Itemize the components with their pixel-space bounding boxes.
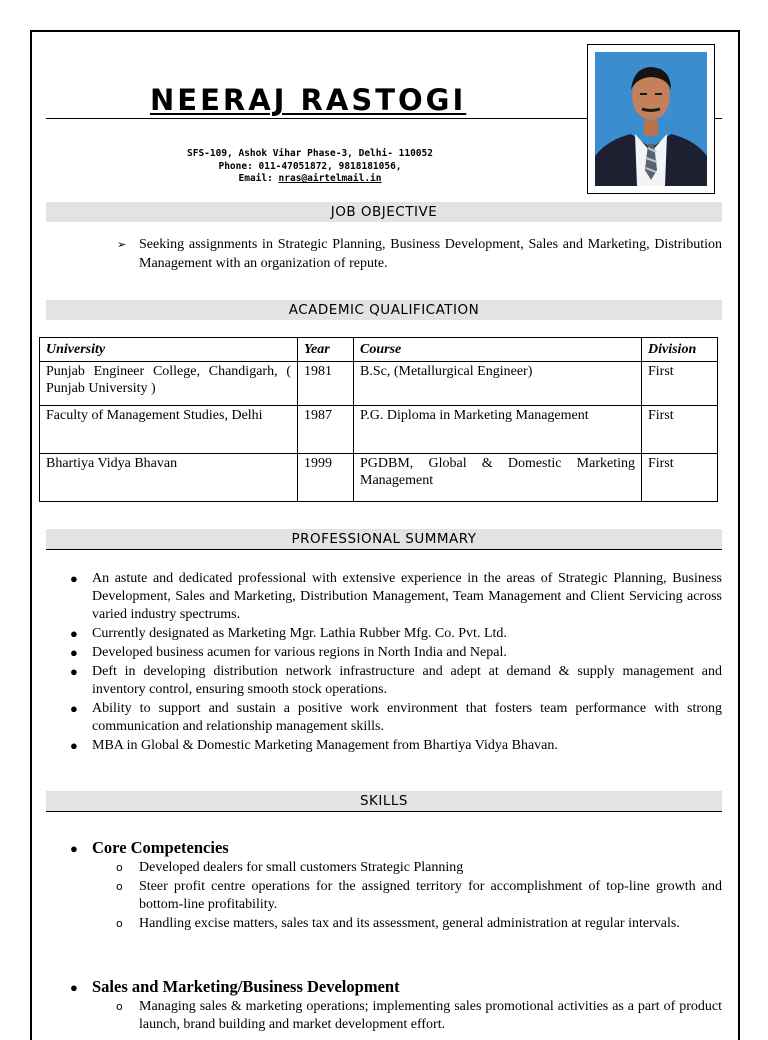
table-cell: Punjab Engineer College, Chandigarh, ( Punjab University ) <box>40 362 298 406</box>
professional-summary-list <box>70 570 722 756</box>
skill-category-sales-marketing <box>70 977 400 997</box>
skill-category-core-competencies <box>70 838 229 858</box>
list-item <box>70 737 722 755</box>
list-item <box>116 878 722 914</box>
table-cell: First <box>642 362 718 406</box>
list-item <box>70 700 722 736</box>
circle-bullet-icon: o <box>116 1000 123 1013</box>
bullet-icon: ● <box>70 626 78 641</box>
bullet-icon: ● <box>70 701 78 716</box>
phone-line: Phone: 011-47051872, 9818181056, <box>218 160 402 172</box>
circle-bullet-icon: o <box>116 880 123 893</box>
bullet-icon: ● <box>70 645 78 660</box>
table-row <box>40 406 718 454</box>
arrow-bullet-icon: ➢ <box>117 238 127 251</box>
column-header: Division <box>642 338 718 362</box>
email-link[interactable]: nras@airtelmail.in <box>278 173 382 184</box>
list-item <box>70 663 722 699</box>
section-heading-skills: SKILLS <box>46 791 722 812</box>
circle-bullet-icon: o <box>116 861 123 874</box>
bullet-icon: ● <box>70 571 78 586</box>
core-competencies-list <box>116 859 722 934</box>
list-item-text: Developed business acumen for various regions in North India and Nepal. <box>92 645 507 660</box>
address-line: SFS-109, Ashok Vihar Phase-3, Delhi- 110052 <box>187 148 433 159</box>
table-cell: PGDBM, Global & Domestic Marketing Management <box>354 454 642 502</box>
table-cell: First <box>642 454 718 502</box>
profile-photo <box>595 52 707 186</box>
candidate-name: NEERAJ RASTOGI <box>150 83 467 117</box>
table-cell: 1981 <box>298 362 354 406</box>
academic-table <box>39 337 718 502</box>
table-cell: B.Sc, (Metallurgical Engineer) <box>354 362 642 406</box>
email-line <box>140 173 480 186</box>
bullet-icon: ● <box>70 841 78 856</box>
job-objective <box>117 235 722 273</box>
skill-category-title: Sales and Marketing/Business Development <box>92 977 400 996</box>
list-item <box>70 570 722 624</box>
column-header: Course <box>354 338 642 362</box>
sales-marketing-list <box>116 998 722 1035</box>
table-row <box>40 362 718 406</box>
objective-text: Seeking assignments in Strategic Planning, Business Development, Sales and Marketing, Distribution Management with an organization of repute. <box>139 237 722 271</box>
contact-details <box>140 148 480 186</box>
table-cell: 1987 <box>298 406 354 454</box>
list-item-text: MBA in Global & Domestic Marketing Management from Bhartiya Vidya Bhavan. <box>92 738 558 753</box>
circle-bullet-icon: o <box>116 917 123 930</box>
table-cell: Bhartiya Vidya Bhavan <box>40 454 298 502</box>
list-item <box>70 644 722 662</box>
email-label: Email: <box>238 173 279 184</box>
table-cell: Faculty of Management Studies, Delhi <box>40 406 298 454</box>
bullet-icon: ● <box>70 738 78 753</box>
list-item-text: Steer profit centre operations for the assigned territory for accomplishment of top-line growth and bottom-line profitability. <box>139 879 722 912</box>
section-heading-academic: ACADEMIC QUALIFICATION <box>46 300 722 320</box>
table-header-row <box>40 338 718 362</box>
list-item-text: Deft in developing distribution network infrastructure and adept at demand & supply management and inventory control, ensuring smooth stock operations. <box>92 664 722 697</box>
table-cell: 1999 <box>298 454 354 502</box>
list-item-text: Managing sales & marketing operations; implementing sales promotional activities as a part of product launch, brand building and market development effort. <box>139 999 722 1032</box>
profile-photo-frame <box>587 44 715 194</box>
list-item-text: Ability to support and sustain a positive work environment that fosters team performance with strong communication and relationship management skills. <box>92 701 722 734</box>
table-cell: P.G. Diploma in Marketing Management <box>354 406 642 454</box>
section-heading-job-objective: JOB OBJECTIVE <box>46 202 722 222</box>
list-item <box>116 998 722 1034</box>
list-item <box>70 625 722 643</box>
table-row <box>40 454 718 502</box>
section-heading-professional-summary: PROFESSIONAL SUMMARY <box>46 529 722 550</box>
portrait-illustration <box>595 52 707 186</box>
skill-category-title: Core Competencies <box>92 838 229 857</box>
list-item <box>116 915 722 933</box>
bullet-icon: ● <box>70 980 78 995</box>
list-item-text: An astute and dedicated professional with extensive experience in the areas of Strategic Planning, Business Development, Sales and Marketing, Distribution Management, Team Management and Client Servicing across varied industry spectrums. <box>92 571 722 622</box>
table-cell: First <box>642 406 718 454</box>
list-item-text: Developed dealers for small customers Strategic Planning <box>139 860 464 875</box>
list-item-text: Handling excise matters, sales tax and its assessment, general administration at regular intervals. <box>139 916 680 931</box>
column-header: University <box>40 338 298 362</box>
list-item-text: Currently designated as Marketing Mgr. Lathia Rubber Mfg. Co. Pvt. Ltd. <box>92 626 507 641</box>
column-header: Year <box>298 338 354 362</box>
list-item <box>116 859 722 877</box>
bullet-icon: ● <box>70 664 78 679</box>
